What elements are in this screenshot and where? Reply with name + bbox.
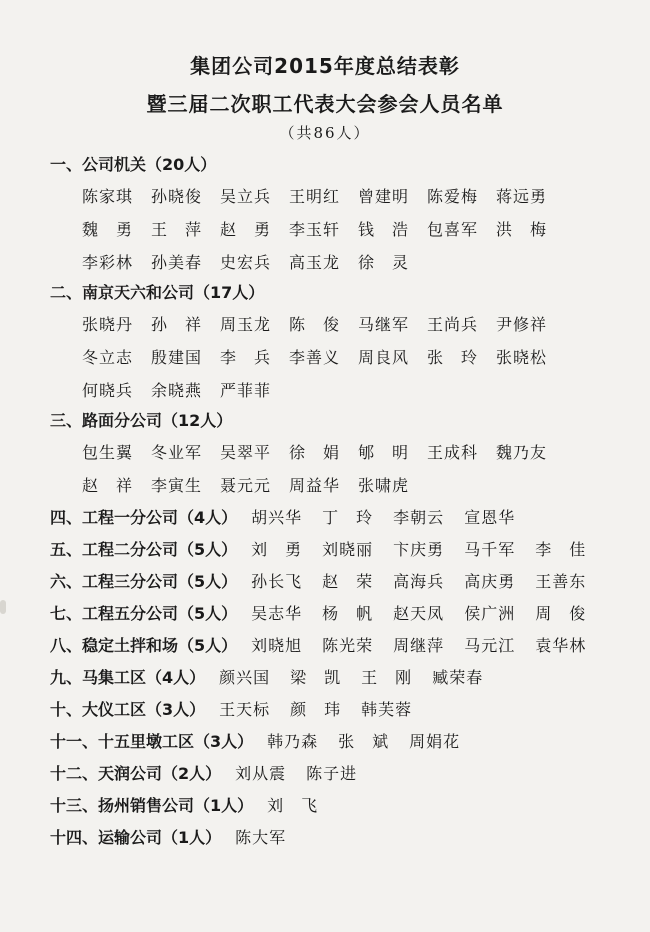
person-name: 尹修祥 xyxy=(496,315,548,334)
person-name: 胡兴华 xyxy=(251,508,303,527)
person-name: 殷建国 xyxy=(151,348,203,367)
person-name: 包生翼 xyxy=(82,443,134,462)
person-name: 王 刚 xyxy=(361,668,413,687)
person-name: 张 斌 xyxy=(338,732,390,751)
person-name: 徐 灵 xyxy=(358,253,410,272)
unit-names xyxy=(251,537,606,560)
person-name: 周良风 xyxy=(358,348,410,367)
person-name: 孙晓俊 xyxy=(151,187,203,206)
unit-names xyxy=(251,601,606,624)
person-name: 赵 祥 xyxy=(82,476,134,495)
unit-row xyxy=(50,729,480,752)
unit-row xyxy=(50,601,606,624)
person-name: 高海兵 xyxy=(393,572,445,591)
person-name: 张晓松 xyxy=(496,348,548,367)
person-name: 王 萍 xyxy=(151,220,203,239)
unit-heading: 四、工程一分公司（4人） xyxy=(50,508,238,527)
section-heading-2: 二、南京天六和公司（17人） xyxy=(50,283,265,302)
person-name: 赵天凤 xyxy=(393,604,445,623)
person-name: 张啸虎 xyxy=(358,476,410,495)
section-names-3 xyxy=(82,440,602,496)
person-name: 颜 玮 xyxy=(290,700,342,719)
unit-heading: 九、马集工区（4人） xyxy=(50,668,206,687)
person-name: 袁华林 xyxy=(535,636,587,655)
person-name: 李善义 xyxy=(289,348,341,367)
person-name: 孙美春 xyxy=(151,253,203,272)
person-name: 陈大军 xyxy=(235,828,287,847)
section-heading-3: 三、路面分公司（12人） xyxy=(50,411,233,430)
unit-names xyxy=(219,665,503,688)
unit-row xyxy=(50,825,306,848)
person-name: 周益华 xyxy=(289,476,341,495)
person-name: 张晓丹 xyxy=(82,315,134,334)
person-name: 孙 祥 xyxy=(151,315,203,334)
person-name: 王明红 xyxy=(289,187,341,206)
person-name: 陈家琪 xyxy=(82,187,134,206)
person-name: 陈子进 xyxy=(306,764,358,783)
person-name: 王成科 xyxy=(427,443,479,462)
unit-names xyxy=(251,569,606,592)
person-name: 冬立志 xyxy=(82,348,134,367)
person-name: 王尚兵 xyxy=(427,315,479,334)
unit-names xyxy=(235,761,377,784)
person-name: 周玉龙 xyxy=(220,315,272,334)
person-name: 陈爱梅 xyxy=(427,187,479,206)
person-name: 杨 帆 xyxy=(322,604,374,623)
person-name: 李 佳 xyxy=(535,540,587,559)
person-name: 李彩林 xyxy=(82,253,134,272)
person-name: 周继萍 xyxy=(393,636,445,655)
document-title-line1: 集团公司2015年度总结表彰 xyxy=(190,54,460,78)
person-name: 刘 飞 xyxy=(267,796,319,815)
person-name: 颜兴国 xyxy=(219,668,271,687)
scan-mark xyxy=(0,600,6,614)
section-heading-1: 一、公司机关（20人） xyxy=(50,155,217,174)
person-name: 蒋远勇 xyxy=(496,187,548,206)
person-name: 刘 勇 xyxy=(251,540,303,559)
unit-heading: 十一、十五里墩工区（3人） xyxy=(50,732,254,751)
unit-names xyxy=(251,633,606,656)
person-name: 严菲菲 xyxy=(220,381,272,400)
person-name: 魏 勇 xyxy=(82,220,134,239)
person-name: 何晓兵 xyxy=(82,381,134,400)
person-name: 赵 荣 xyxy=(322,572,374,591)
unit-names xyxy=(235,825,306,848)
section-names-2 xyxy=(82,312,602,401)
person-name: 史宏兵 xyxy=(220,253,272,272)
person-name: 卞庆勇 xyxy=(393,540,445,559)
person-name: 高玉龙 xyxy=(289,253,341,272)
person-name: 徐 娟 xyxy=(289,443,341,462)
person-name: 洪 梅 xyxy=(496,220,548,239)
person-name: 吴志华 xyxy=(251,604,303,623)
person-name: 梁 凯 xyxy=(290,668,342,687)
unit-heading: 八、稳定土拌和场（5人） xyxy=(50,636,238,655)
person-name: 陈光荣 xyxy=(322,636,374,655)
unit-row xyxy=(50,665,503,688)
person-name: 李 兵 xyxy=(220,348,272,367)
person-name: 周 俊 xyxy=(535,604,587,623)
unit-heading: 五、工程二分公司（5人） xyxy=(50,540,238,559)
person-name: 韩芙蓉 xyxy=(361,700,413,719)
unit-heading: 七、工程五分公司（5人） xyxy=(50,604,238,623)
unit-names xyxy=(267,729,480,752)
unit-names xyxy=(219,697,432,720)
unit-heading: 十二、天润公司（2人） xyxy=(50,764,222,783)
unit-row xyxy=(50,793,338,816)
person-name: 李玉轩 xyxy=(289,220,341,239)
person-name: 李寅生 xyxy=(151,476,203,495)
person-name: 宣恩华 xyxy=(464,508,516,527)
person-name: 聂元元 xyxy=(220,476,272,495)
person-name: 刘从震 xyxy=(235,764,287,783)
section-names-1 xyxy=(82,184,602,273)
document-title-line2: 暨三届二次职工代表大会参会人员名单 xyxy=(146,92,504,116)
unit-names xyxy=(267,793,338,816)
person-name: 曾建明 xyxy=(358,187,410,206)
person-name: 侯广洲 xyxy=(464,604,516,623)
unit-row xyxy=(50,633,606,656)
person-name: 刘晓丽 xyxy=(322,540,374,559)
person-name: 周娟花 xyxy=(409,732,461,751)
unit-row xyxy=(50,537,606,560)
person-name: 王天标 xyxy=(219,700,271,719)
person-name: 冬业军 xyxy=(151,443,203,462)
unit-heading: 六、工程三分公司（5人） xyxy=(50,572,238,591)
person-name: 臧荣春 xyxy=(432,668,484,687)
person-name: 王善东 xyxy=(535,572,587,591)
unit-heading: 十三、扬州销售公司（1人） xyxy=(50,796,254,815)
person-name: 韩乃森 xyxy=(267,732,319,751)
person-name: 包喜军 xyxy=(427,220,479,239)
unit-row xyxy=(50,505,535,528)
person-name: 刘晓旭 xyxy=(251,636,303,655)
person-name: 钱 浩 xyxy=(358,220,410,239)
unit-heading: 十四、运输公司（1人） xyxy=(50,828,222,847)
person-name: 陈 俊 xyxy=(289,315,341,334)
unit-names xyxy=(251,505,535,528)
total-count: （共86人） xyxy=(279,124,371,142)
person-name: 丁 玲 xyxy=(322,508,374,527)
person-name: 张 玲 xyxy=(427,348,479,367)
person-name: 孙长飞 xyxy=(251,572,303,591)
person-name: 吴立兵 xyxy=(220,187,272,206)
person-name: 马继军 xyxy=(358,315,410,334)
person-name: 马千军 xyxy=(464,540,516,559)
person-name: 马元江 xyxy=(464,636,516,655)
person-name: 魏乃友 xyxy=(496,443,548,462)
unit-row xyxy=(50,761,377,784)
person-name: 吴翠平 xyxy=(220,443,272,462)
unit-row xyxy=(50,569,606,592)
person-name: 郇 明 xyxy=(358,443,410,462)
person-name: 高庆勇 xyxy=(464,572,516,591)
person-name: 赵 勇 xyxy=(220,220,272,239)
unit-row xyxy=(50,697,432,720)
person-name: 李朝云 xyxy=(393,508,445,527)
unit-heading: 十、大仪工区（3人） xyxy=(50,700,206,719)
person-name: 余晓燕 xyxy=(151,381,203,400)
